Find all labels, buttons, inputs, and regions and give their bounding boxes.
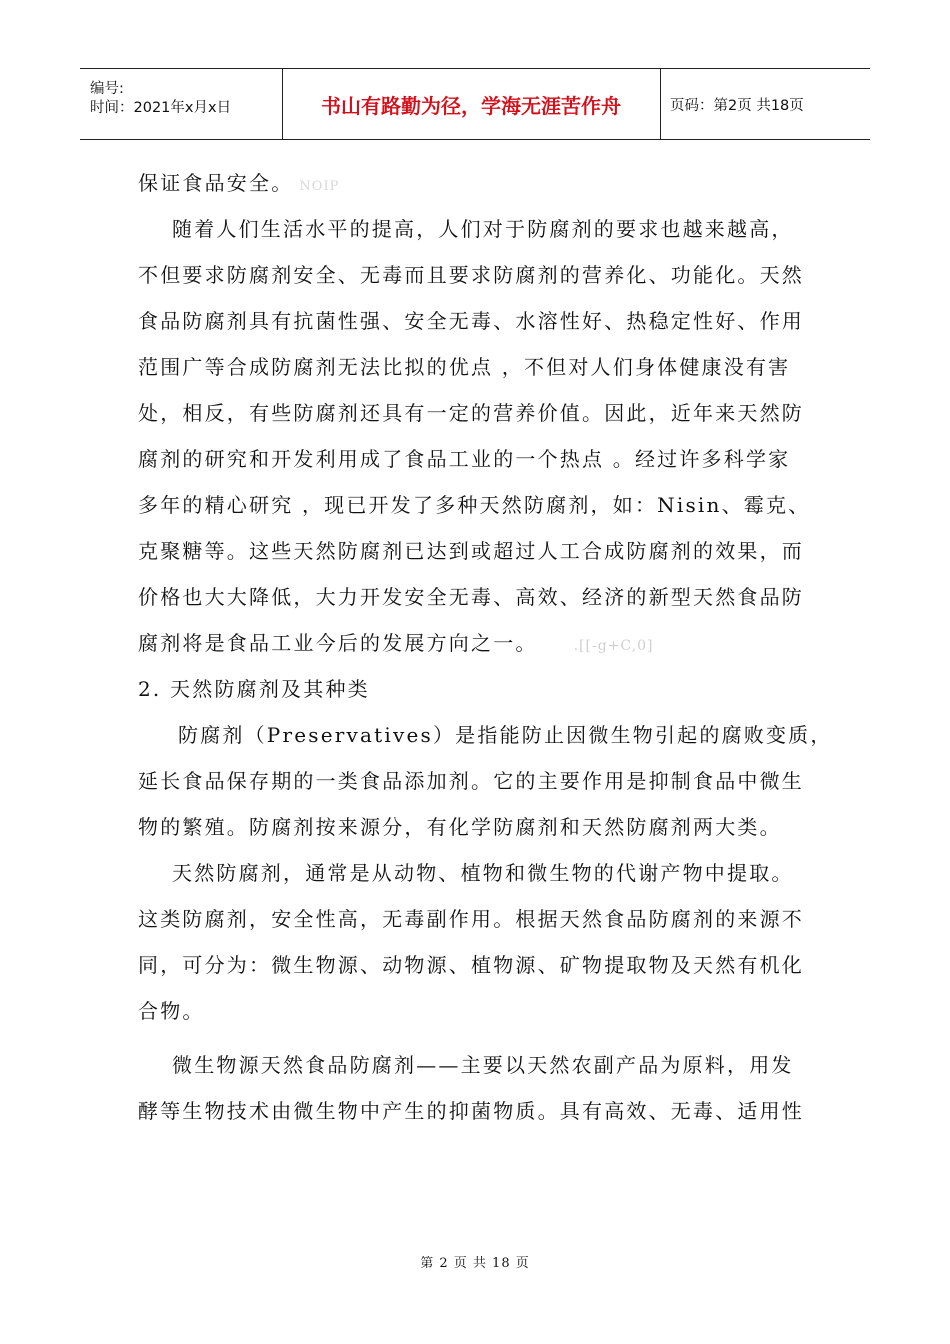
section-heading: 2. 天然防腐剂及其种类 <box>138 677 370 701</box>
text-line: 不但要求防腐剂安全、无毒而且要求防腐剂的营养化、功能化。天然 <box>138 263 804 287</box>
paragraph-start: 微生物源天然食品防腐剂——主要以天然农副产品为原料，用发 <box>172 1053 794 1077</box>
text-line: 酵等生物技术由微生物中产生的抑菌物质。具有高效、无毒、适用性 <box>138 1099 804 1123</box>
paragraph-start: 随着人们生活水平的提高，人们对于防腐剂的要求也越来越高， <box>172 217 794 241</box>
serial-label: 编号: <box>90 81 124 97</box>
header-meta-cell <box>80 69 283 139</box>
text-line: 保证食品安全。 NOIP <box>138 171 340 195</box>
text-line: 多年的精心研究 ，现已开发了多种天然防腐剂，如：Nisin、霉克、 <box>138 493 811 517</box>
text-line: 范围广等合成防腐剂无法比拟的优点 ，不但对人们身体健康没有害 <box>138 355 791 379</box>
text-line: 克聚糖等。这些天然防腐剂已达到或超过人工合成防腐剂的效果，而 <box>138 539 804 563</box>
text-line: 价格也大大降低，大力开发安全无毒、高效、经济的新型天然食品防 <box>138 585 804 609</box>
document-body <box>138 160 833 1134</box>
text-line: 延长食品保存期的一类食品添加剂。它的主要作用是抑制食品中微生 <box>138 769 804 793</box>
header-motto: 书山有路勤为径，学海无涯苦作舟 <box>282 69 661 139</box>
paragraph-start: 防腐剂（Preservatives）是指能防止因微生物引起的腐败变质， <box>178 723 833 747</box>
text-line: 物的繁殖。防腐剂按来源分，有化学防腐剂和天然防腐剂两大类。 <box>138 815 782 839</box>
text-line: 同，可分为：微生物源、动物源、植物源、矿物提取物及天然有机化 <box>138 953 804 977</box>
header-page-label: 页码：第2页 共18页 <box>670 97 804 114</box>
text-line: 合物。 <box>138 999 205 1023</box>
text-line: 腐剂将是食品工业今后的发展方向之一。 .[[-g+C,0] <box>138 631 654 655</box>
text-line: 这类防腐剂，安全性高，无毒副作用。根据天然食品防腐剂的来源不 <box>138 907 804 931</box>
text-line: 处，相反，有些防腐剂还具有一定的营养价值。因此，近年来天然防 <box>138 401 804 425</box>
text-line: 腐剂的研究和开发利用成了食品工业的一个热点 。经过许多科学家 <box>138 447 791 471</box>
text-line: 食品防腐剂具有抗菌性强、安全无毒、水溶性好、热稳定性好、作用 <box>138 309 804 333</box>
page-footer: 第 2 页 共 18 页 <box>420 1256 530 1271</box>
date-label: 时间：2021年x月x日 <box>90 100 232 116</box>
faint-mark: NOIP <box>299 179 340 194</box>
faint-mark: .[[-g+C,0] <box>573 638 654 654</box>
paragraph-start: 天然防腐剂，通常是从动物、植物和微生物的代谢产物中提取。 <box>172 861 794 885</box>
header-table <box>80 68 870 140</box>
header-page-cell <box>660 69 870 139</box>
